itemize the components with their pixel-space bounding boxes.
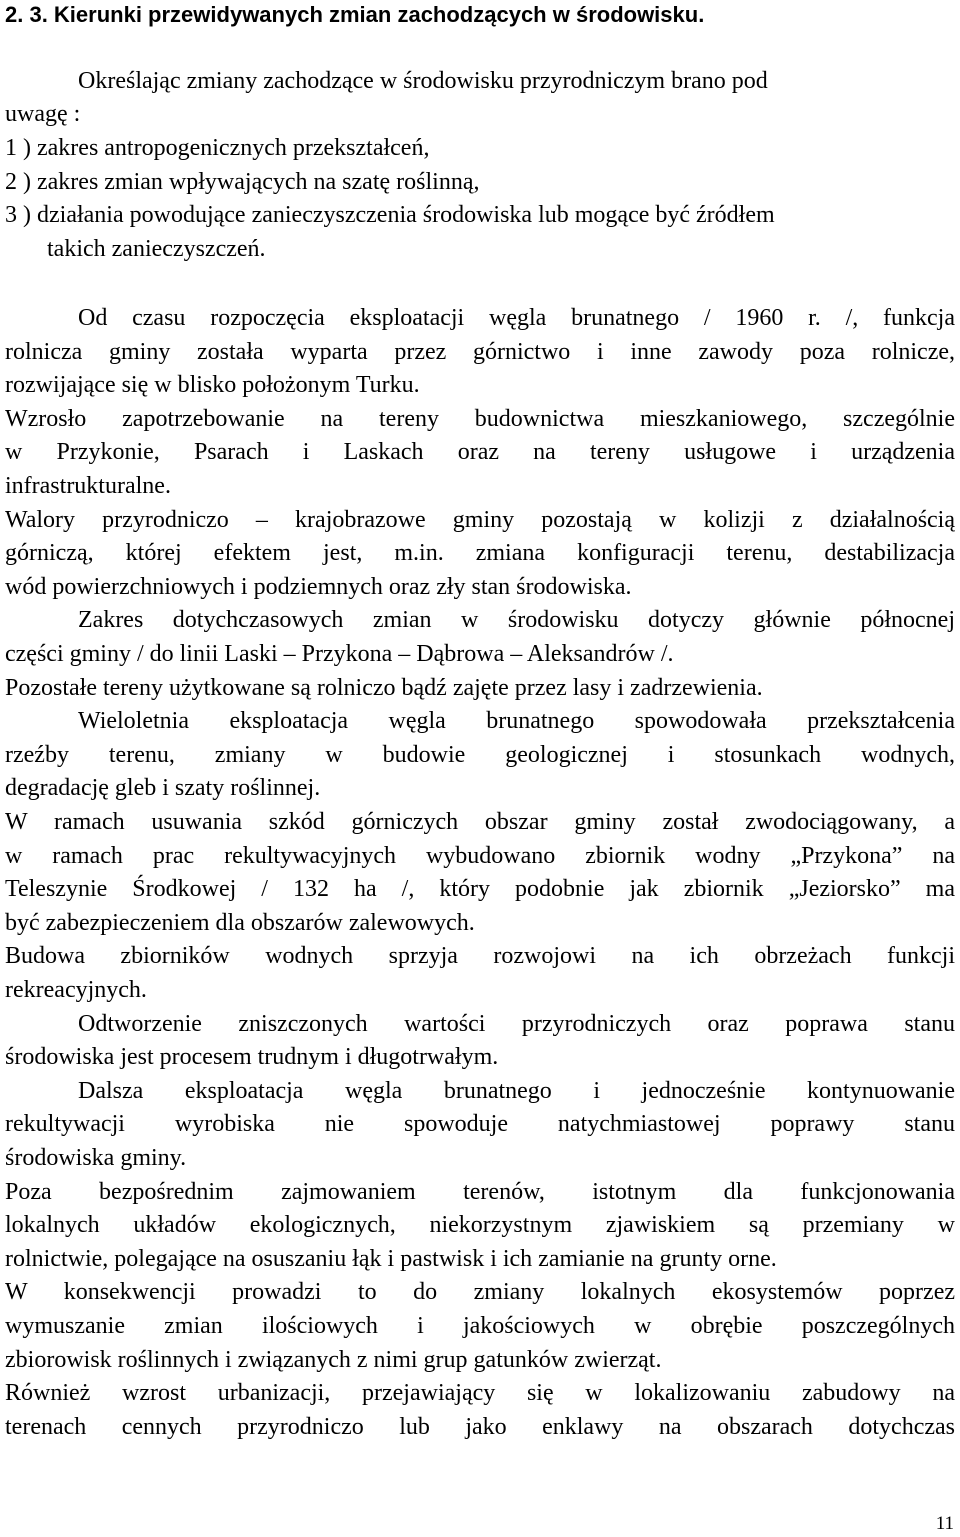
- text-line: uwagę :: [5, 101, 81, 127]
- text-line: Budowa zbiorników wodnych sprzyja rozwojowi na ich obrzeżach funkcji: [5, 943, 955, 969]
- text-line: 1 ) zakres antropogenicznych przekształceń,: [5, 135, 430, 161]
- text-line: w ramach prac rekultywacyjnych wybudowano zbiornik wodny „Przykona” na: [5, 843, 955, 869]
- text-line: lokalnych układów ekologicznych, niekorzystnym zjawiskiem są przemiany w: [5, 1212, 955, 1238]
- text-line: Zakres dotychczasowych zmian w środowisku dotyczy głównie północnej: [78, 607, 955, 633]
- text-line: 3 ) działania powodujące zanieczyszczenia środowiska lub mogące być źródłem: [5, 202, 775, 228]
- text-line: Odtworzenie zniszczonych wartości przyrodniczych oraz poprawa stanu: [78, 1011, 955, 1037]
- text-line: górniczą, której efektem jest, m.in. zmiana konfiguracji terenu, destabilizacja: [5, 540, 955, 566]
- text-line: Od czasu rozpoczęcia eksploatacji węgla brunatnego / 1960 r. /, funkcja: [78, 305, 955, 331]
- text-line: Wieloletnia eksploatacja węgla brunatnego spowodowała przekształcenia: [78, 708, 955, 734]
- text-line: infrastrukturalne.: [5, 473, 171, 499]
- text-line: wód powierzchniowych i podziemnych oraz zły stan środowiska.: [5, 574, 632, 600]
- text-line: W ramach usuwania szkód górniczych obszar gminy został zwodociągowany, a: [5, 809, 955, 835]
- text-line: rekultywacji wyrobiska nie spowoduje natychmiastowej poprawy stanu: [5, 1111, 955, 1137]
- text-line: zbiorowisk roślinnych i związanych z nimi grup gatunków zwierząt.: [5, 1347, 662, 1373]
- text-line: rolnicza gminy została wyparta przez górnictwo i inne zawody poza rolnicze,: [5, 339, 955, 365]
- text-line: Dalsza eksploatacja węgla brunatnego i jednocześnie kontynuowanie: [78, 1078, 955, 1104]
- text-line: rzeźby terenu, zmiany w budowie geologicznej i stosunkach wodnych,: [5, 742, 955, 768]
- text-line: W konsekwencji prowadzi to do zmiany lokalnych ekosystemów poprzez: [5, 1279, 955, 1305]
- text-line: Określając zmiany zachodzące w środowisku przyrodniczym brano pod: [78, 68, 768, 94]
- text-line: w Przykonie, Psarach i Laskach oraz na tereny usługowe i urządzenia: [5, 439, 955, 465]
- text-line: Pozostałe tereny użytkowane są rolniczo bądź zajęte przez lasy i zadrzewienia.: [5, 675, 763, 701]
- text-line: wymuszanie zmian ilościowych i jakościowych w obrębie poszczególnych: [5, 1313, 955, 1339]
- page-number: 11: [935, 1513, 954, 1534]
- text-line: Wzrosło zapotrzebowanie na tereny budownictwa mieszkaniowego, szczególnie: [5, 406, 955, 432]
- text-line: części gminy / do linii Laski – Przykona – Dąbrowa – Aleksandrów /.: [5, 641, 674, 667]
- text-line: degradację gleb i szaty roślinnej.: [5, 775, 321, 801]
- text-line: środowiska jest procesem trudnym i długotrwałym.: [5, 1044, 499, 1070]
- section-title: 2. 3. Kierunki przewidywanych zmian zachodzących w środowisku.: [5, 2, 705, 27]
- text-line: 2 ) zakres zmian wpływających na szatę roślinną,: [5, 169, 480, 195]
- text-line: Teleszynie Środkowej / 132 ha /, który podobnie jak zbiornik „Jeziorsko” ma: [5, 876, 955, 902]
- text-line: Również wzrost urbanizacji, przejawiający się w lokalizowaniu zabudowy na: [5, 1380, 955, 1406]
- text-line: terenach cennych przyrodniczo lub jako enklawy na obszarach dotychczas: [5, 1414, 955, 1440]
- text-line: Walory przyrodniczo – krajobrazowe gminy pozostają w kolizji z działalnością: [5, 507, 955, 533]
- text-line: Poza bezpośrednim zajmowaniem terenów, istotnym dla funkcjonowania: [5, 1179, 955, 1205]
- text-line: rolnictwie, polegające na osuszaniu łąk i pastwisk i ich zamianie na grunty orne.: [5, 1246, 777, 1272]
- text-line: takich zanieczyszczeń.: [47, 236, 266, 262]
- text-line: rekreacyjnych.: [5, 977, 147, 1003]
- text-line: środowiska gminy.: [5, 1145, 187, 1171]
- text-line: rozwijające się w blisko położonym Turku.: [5, 372, 420, 398]
- text-line: być zabezpieczeniem dla obszarów zalewowych.: [5, 910, 475, 936]
